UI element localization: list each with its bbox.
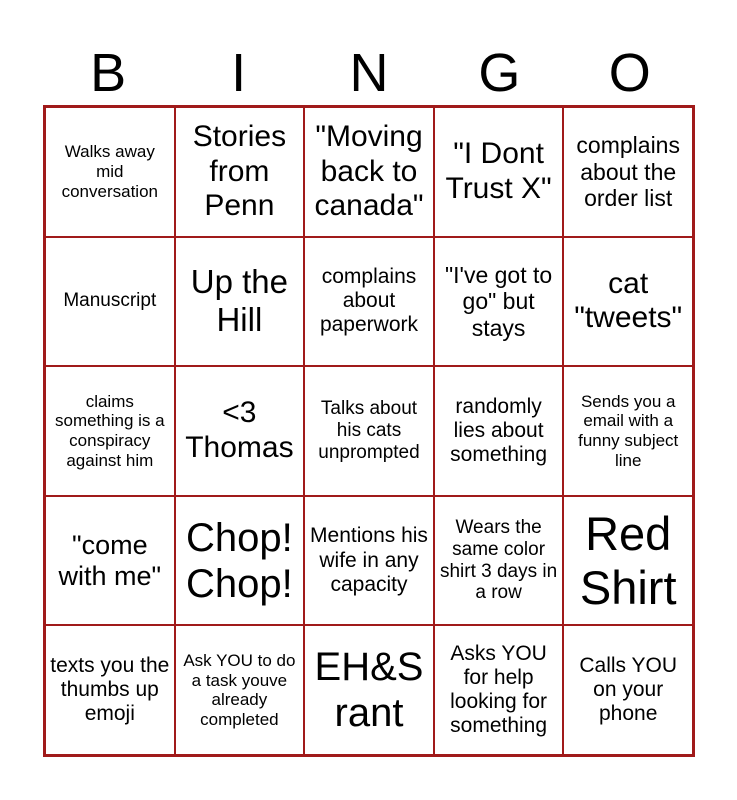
bingo-cell[interactable]: complains about paperwork — [304, 237, 434, 367]
bingo-cell[interactable]: claims something is a conspiracy against him — [45, 366, 175, 496]
header-letter-n: N — [349, 43, 389, 103]
bingo-cell[interactable]: Wears the same color shirt 3 days in a row — [434, 496, 564, 626]
bingo-cell[interactable]: "I've got to go" but stays — [434, 237, 564, 367]
bingo-cell[interactable]: Manuscript — [45, 237, 175, 367]
bingo-cell[interactable]: "Moving back to canada" — [304, 107, 434, 237]
bingo-cell[interactable]: Asks YOU for help looking for something — [434, 625, 564, 755]
bingo-cell[interactable]: "I Dont Trust X" — [434, 107, 564, 237]
bingo-cell[interactable]: Red Shirt — [563, 496, 693, 626]
bingo-cell[interactable]: Chop! Chop! — [175, 496, 305, 626]
header-letter-b: B — [90, 43, 127, 103]
bingo-cell[interactable]: "come with me" — [45, 496, 175, 626]
bingo-cell[interactable]: texts you the thumbs up emoji — [45, 625, 175, 755]
bingo-cell[interactable]: Talks about his cats unprompted — [304, 366, 434, 496]
bingo-cell[interactable]: cat "tweets" — [563, 237, 693, 367]
bingo-cell[interactable]: <3 Thomas — [175, 366, 305, 496]
header-letter-g: G — [478, 43, 521, 103]
bingo-header — [43, 42, 695, 104]
bingo-cell[interactable]: Ask YOU to do a task youve already completed — [175, 625, 305, 755]
bingo-cell[interactable]: Up the Hill — [175, 237, 305, 367]
bingo-cell[interactable]: Sends you a email with a funny subject line — [563, 366, 693, 496]
bingo-cell[interactable]: Walks away mid conversation — [45, 107, 175, 237]
bingo-cell[interactable]: Calls YOU on your phone — [563, 625, 693, 755]
bingo-cell[interactable]: Mentions his wife in any capacity — [304, 496, 434, 626]
bingo-cell[interactable]: complains about the order list — [563, 107, 693, 237]
bingo-board — [43, 105, 695, 757]
header-letter-i: I — [231, 43, 247, 103]
bingo-cell[interactable]: Stories from Penn — [175, 107, 305, 237]
bingo-cell[interactable]: randomly lies about something — [434, 366, 564, 496]
header-letter-o: O — [608, 43, 651, 103]
bingo-cell[interactable]: EH&S rant — [304, 625, 434, 755]
